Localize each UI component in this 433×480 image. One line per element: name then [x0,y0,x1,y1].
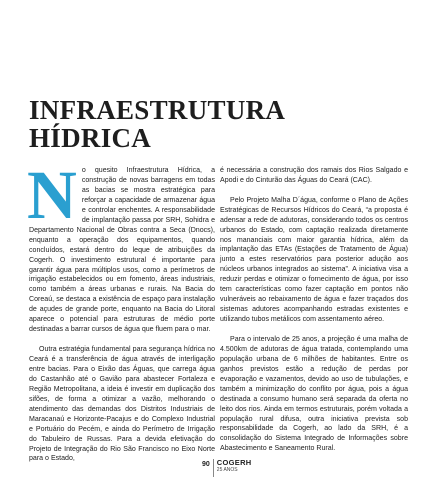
left-column [27,157,215,474]
paragraph [27,157,215,335]
paragraph: Pelo Projeto Malha D´água, conforme o Plano de Ações Estratégicas de Recursos Hídricos do Ceará, “a proposta é adensar a rede de adutoras, considerando todos os centros urbanos do Estado, com captação realizada diretamente nos mananciais com maior garantia hídrica, além da implantação das ETAs (Estações de Tratamento de Água) junto a estes reservatórios para posterior adução aos núcleos urbanos integrados ao sistema”. A iniciativa visa a reduzir perdas e otimizar o fornecimento de água, por isso tem características como fazer captação em pontos não vulneráveis ao rebaixamento de água e fazer traçados dos sistemas adutores acompanhando estradas existentes e utilizando tubos metálicos com assentamento aéreo. [220,196,408,324]
paragraph: é necessária a construção dos ramais dos Rios Salgado e Apodi e do Cinturão das Águas do Ceará (CAC). [220,167,408,184]
paragraph: Outra estratégia fundamental para segurança hídrica no Ceará é a transferência de água através de interligação entre bacias. Para o Eixão das Águas, que carrega água do Castanhão até o Gavião para abastecer Fortaleza e Região Metropolitana, a ideia é investir em duplicação dos sifões, de forma a otimizar a vazão, melhorando o atendimento das demandas dos Distritos Industriais de Maracanaú e Horizonte-Pacajus e do Complexo Industrial e Portuário do Pecém, e ainda do Perímetro de Irrigação do Tabuleiro de Russas. Para a devida efetivação do Projeto de Integração do Rio São Francisco no Eixo Norte para o Estado, [29,346,215,463]
paragraph-text: o quesito Infraestrutura Hídrica, a construção de novas barragens em todas as bacias se mostra estratégica para reforçar a capacidade de armazenar água e controlar enchentes. A responsabilidade de implantação passa por SRH, Sohidra e Departamento Nacional de Obras contra a Seca (Dnocs), enquanto a operação dos equipamentos, quando concluídos, estará dentro do leque de atribuições da Cogerh. O investimento estrutural é importante para garantir água para múltiplos usos, como a perímetros de irrigação estabelecidos ou em fomento, áreas industriais, como também a áreas urbanas e rurais. Na Bacia do Coreaú, se destaca a existência de espaço para instalação de açudes de grande porte, enquanto na Bacia do Litoral aparece o potencial para estruturas de médio porte destinadas a barrar cursos de água que fluem para o mar. [29,167,215,334]
page-footer [202,457,252,479]
brand-subtitle: 25 ANOS [216,467,238,473]
brand-name: COGERH [216,458,252,467]
footer-brand [214,457,252,473]
drop-cap: N [27,157,77,233]
page-title: INFRAESTRUTURA HÍDRICA [29,95,284,153]
right-column [220,166,408,464]
page-number: 90 [202,461,210,468]
paragraph: Para o intervalo de 25 anos, a projeção é uma malha de 4.500km de adutoras de água tratada, contemplando uma população urbana de 6 milhões de habitantes. Entre os ganhos previstos estão a redução de perdas por evaporação e vazamentos, devido ao uso de tubulações, e também a minimização do conflito por água, pois a água destinada a consumo humano será separada da oferta no leito dos rios. Ainda em termos estruturais, porém voltada a população rural difusa, outra iniciativa prevista sob responsabilidade da Cogerh, ao lado da SRH, é a consolidação do Sistema Integrado de Informações sobre Abastecimento e Saneamento Rural. [220,335,408,453]
